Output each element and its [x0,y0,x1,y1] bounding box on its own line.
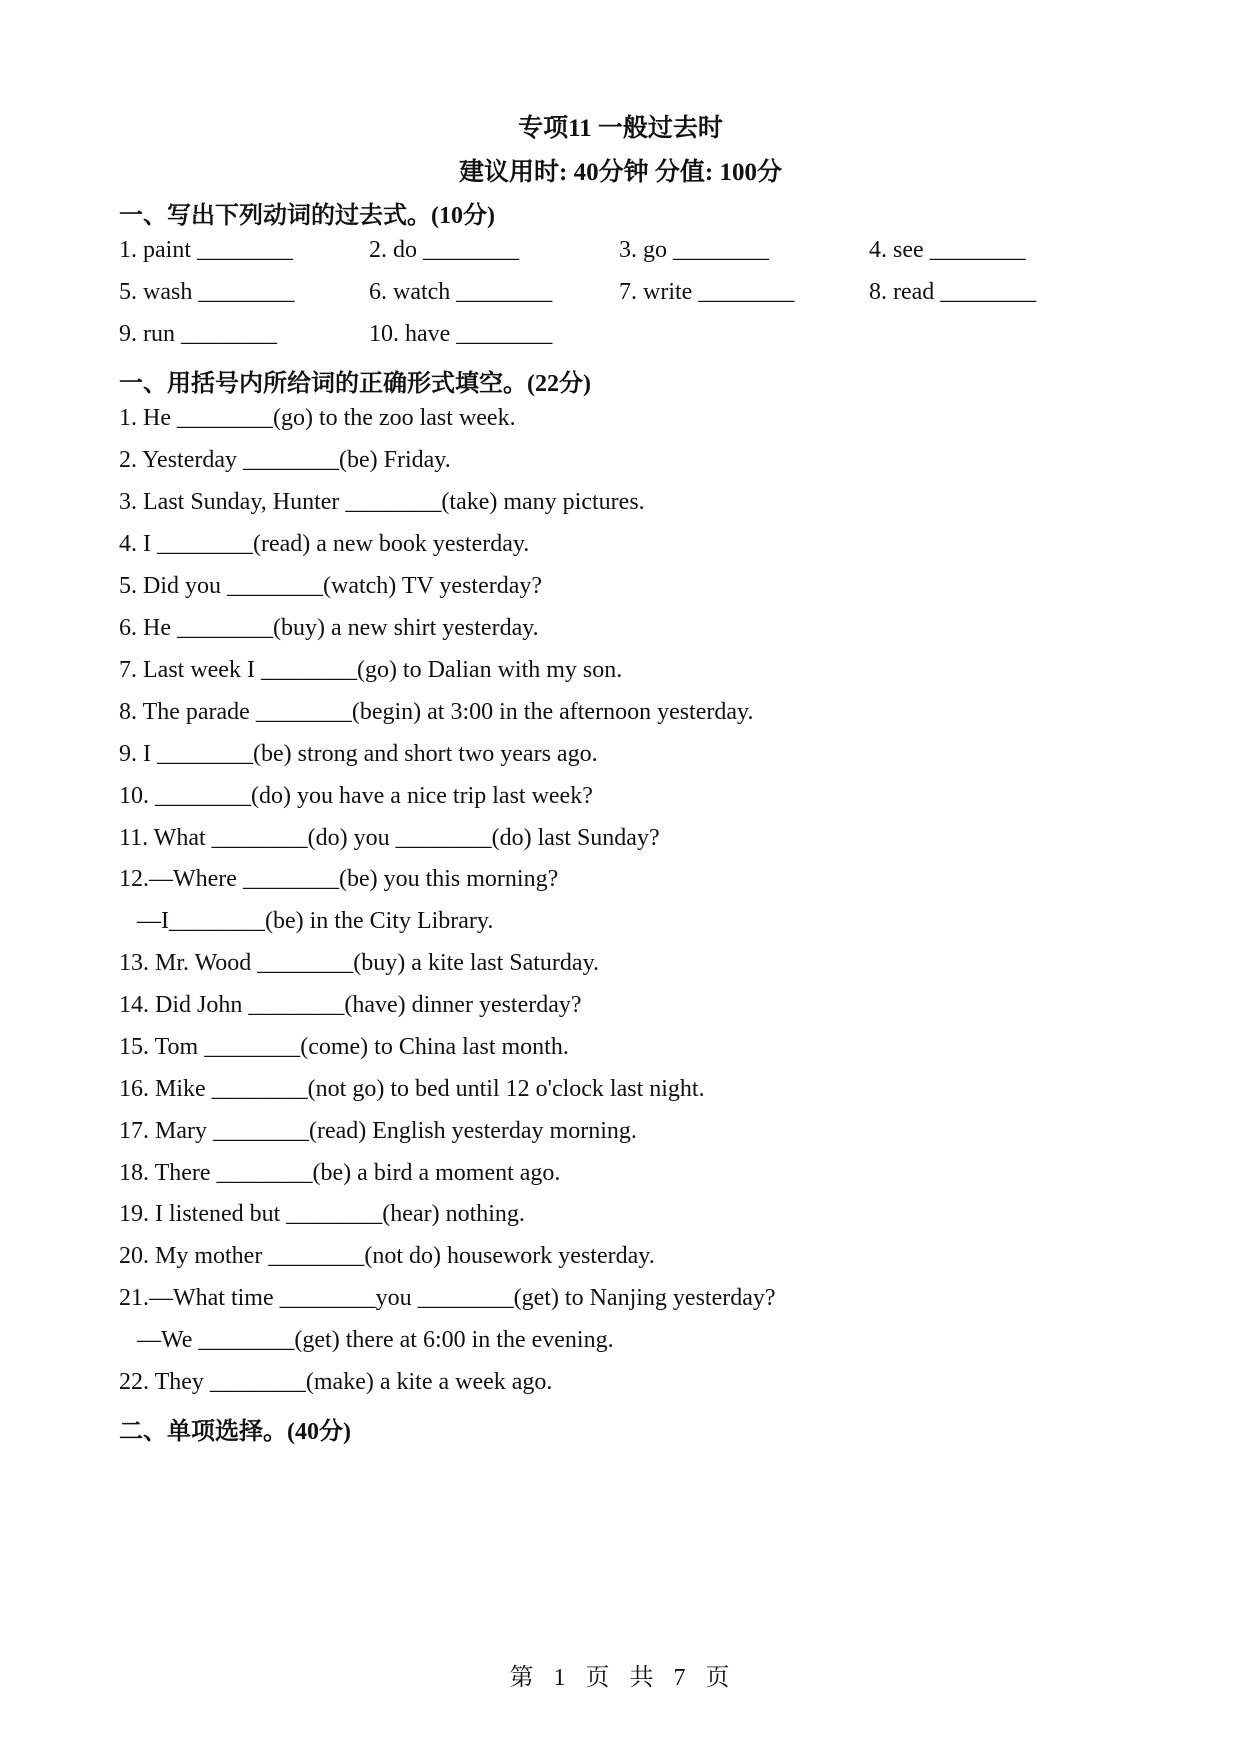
verb-item: 2. do ________ [369,237,519,263]
verb-item: 6. watch ________ [369,279,553,305]
question-line: 19. I listened but ________(hear) nothing. [119,1201,525,1227]
question-line: 9. I ________(be) strong and short two years ago. [119,741,598,767]
page-footer: 第 1 页 共 7 页 [509,1665,732,1691]
question-line: 3. Last Sunday, Hunter ________(take) many pictures. [119,489,645,515]
page-title: 专项11 一般过去时 [518,115,723,142]
question-line: —I________(be) in the City Library. [119,908,494,934]
question-line: 7. Last week I ________(go) to Dalian with my son. [119,657,623,683]
verb-item: 1. paint ________ [119,237,293,263]
question-line: 14. Did John ________(have) dinner yesterday? [119,992,582,1018]
verb-item: 9. run ________ [119,321,277,347]
question-line: 15. Tom ________(come) to China last month. [119,1034,569,1060]
question-line: 11. What ________(do) you ________(do) last Sunday? [119,825,660,851]
section-1-heading: 一、写出下列动词的过去式。(10分) [119,203,495,229]
verb-item: 5. wash ________ [119,279,295,305]
verb-item: 7. write ________ [619,279,795,305]
question-line: 4. I ________(read) a new book yesterday. [119,531,530,557]
question-line: 20. My mother ________(not do) housework yesterday. [119,1243,655,1269]
question-line: 10. ________(do) you have a nice trip last week? [119,783,593,809]
verb-item: 10. have ________ [369,321,553,347]
section-2-heading: 一、用括号内所给词的正确形式填空。(22分) [119,371,591,397]
verb-item: 4. see ________ [869,237,1026,263]
page-subtitle: 建议用时: 40分钟 分值: 100分 [459,159,782,186]
question-line: 8. The parade ________(begin) at 3:00 in the afternoon yesterday. [119,699,754,725]
question-line: 6. He ________(buy) a new shirt yesterday. [119,615,539,641]
verb-item: 8. read ________ [869,279,1037,305]
question-line: 5. Did you ________(watch) TV yesterday? [119,573,543,599]
section-3-heading: 二、单项选择。(40分) [119,1419,351,1445]
question-line: 1. He ________(go) to the zoo last week. [119,405,516,431]
question-line: 16. Mike ________(not go) to bed until 12 o'clock last night. [119,1076,705,1102]
question-line: 22. They ________(make) a kite a week ago. [119,1369,553,1395]
question-line: 21.—What time ________you ________(get) to Nanjing yesterday? [119,1285,776,1311]
question-line: 13. Mr. Wood ________(buy) a kite last Saturday. [119,950,600,976]
question-line: 12.—Where ________(be) you this morning? [119,866,559,892]
question-line: 2. Yesterday ________(be) Friday. [119,447,451,473]
question-line: —We ________(get) there at 6:00 in the evening. [119,1327,614,1353]
question-line: 18. There ________(be) a bird a moment ago. [119,1160,561,1186]
verb-item: 3. go ________ [619,237,769,263]
question-line: 17. Mary ________(read) English yesterday morning. [119,1118,637,1144]
